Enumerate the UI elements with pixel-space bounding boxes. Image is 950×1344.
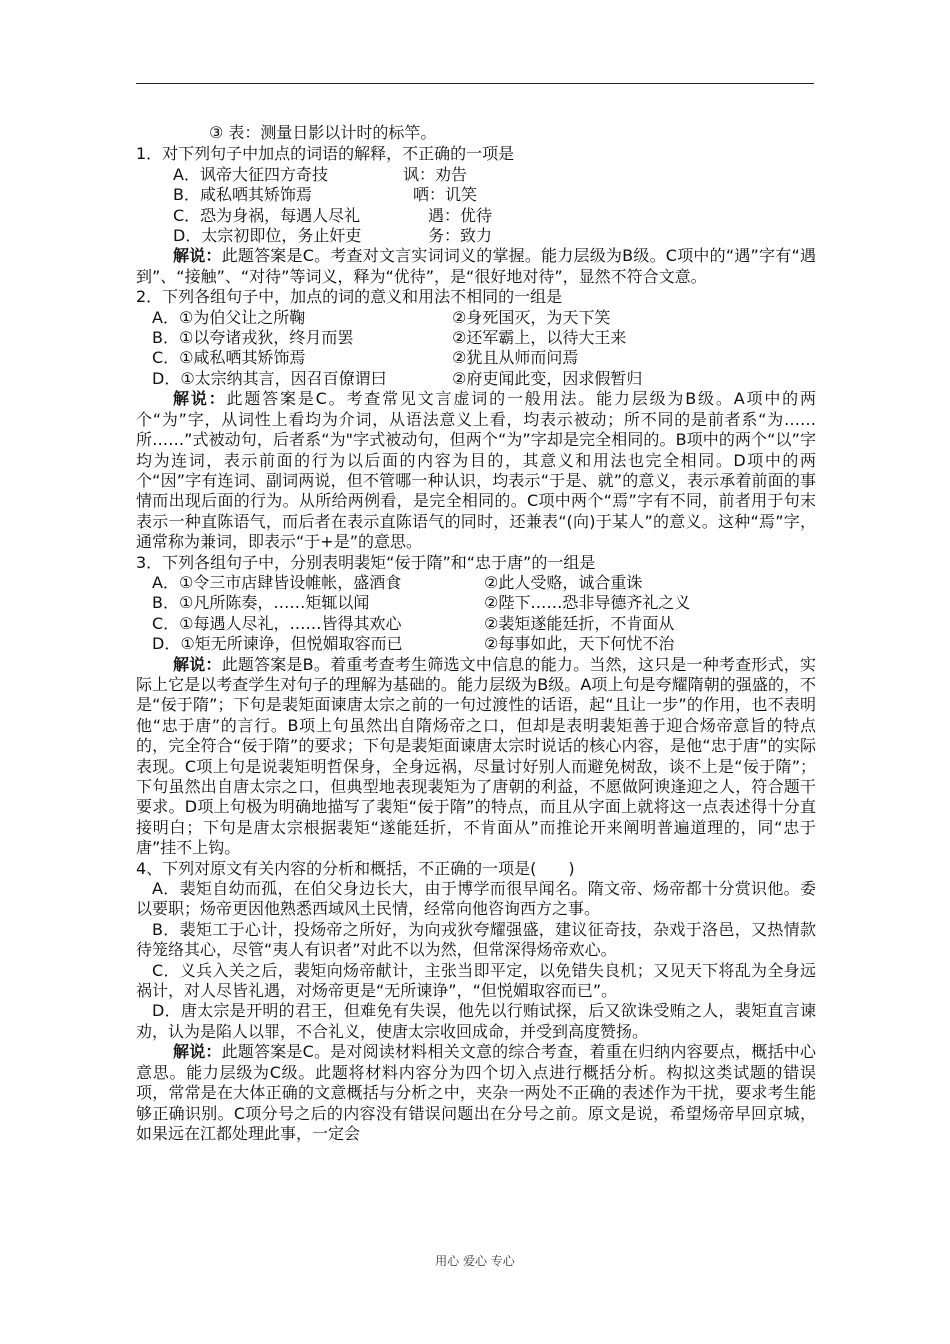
q1-option-c: C．恐为身祸，每遇人尽礼 遇：优待 <box>173 205 493 225</box>
document-body <box>136 123 816 1144</box>
q2-option-d: D．①太宗纳其言，因召百僚谓曰 ②府吏闻此变，因求假暂归 <box>152 368 643 388</box>
q1-option-d: D．太宗初即位，务止奸吏 务：致力 <box>173 226 493 246</box>
q3-analysis: 解说：此题答案是B。着重考查考生筛选文中信息的能力。当然，这只是一种考查形式，实际上它是以考查学生对句子的理解为基础的。能力层级为B级。A项上句是夸耀隋朝的强盛的，不是“佞于隋”；下句是裴矩面谏唐太宗之前的一句过渡性的话语，起“且让一步”的作用，也不表明他“忠于唐”的言行。B项上句虽然出自隋炀帝之口，但却是表明裴矩善于迎合炀帝意旨的特点的，完全符合“佞于隋”的要求；下句是裴矩面谏唐太宗时说话的核心内容，是他“忠于唐”的实际表现。C项上句是说裴矩明哲保身，全身远祸，尽量讨好别人而避免树敌，谈不上是“佞于隋”；下句虽然出自唐太宗之口，但典型地表现裴矩为了唐朝的利益，不愿做阿谀逢迎之人，符合题干要求。D项上句极为明确地描写了裴矩“佞于隋”的特点，而且从字面上就将这一点表述得十分直接明白；下句是唐太宗根据裴矩“遂能廷折，不肯面从”而推论开来阐明普遍道理的，同“忠于唐”挂不上钩。 <box>136 654 816 858</box>
page-footer: 用心 爱心 专心 <box>435 1254 515 1268</box>
header-rule <box>136 83 814 84</box>
q2-option-a: A．①为伯父让之所鞠 ②身死国灭，为天下笑 <box>152 307 611 327</box>
q1-option-b: B．咸私哂其矫饰焉 哂：讥笑 <box>173 185 478 205</box>
q1-option-a: A．讽帝大征四方奇技 讽：劝告 <box>173 164 468 184</box>
q3-option-d: D．①矩无所谏诤，但悦媚取容而已 ②每事如此，天下何忧不治 <box>152 634 675 654</box>
q1-analysis: 解说：此题答案是C。考查对文言实词词义的掌握。能力层级为B级。C项中的“遇”字有“遇到”、“接触”、“对待”等词义，释为“优待”，是“很好地对待”，显然不符合文意。 <box>136 246 816 286</box>
q2-stem: 2．下列各组句子中，加点的词的意义和用法不相同的一组是 <box>136 287 563 307</box>
q4-option-d: D．唐太宗是开明的君王，但难免有失误，他先以行贿试探，后又欲诛受贿之人，裴矩直言谏劝，认为是陷人以罪，不合礼义，使唐太宗收回成命，并受到高度赞扬。 <box>136 1001 816 1041</box>
q2-option-c: C．①咸私哂其矫饰焉 ②犹且从师而问焉 <box>152 348 579 368</box>
q3-stem: 3．下列各组句子中，分别表明裴矩“佞于隋”和“忠于唐”的一组是 <box>136 552 596 572</box>
q2-analysis: 解说：此题答案是C。考查常见文言虚词的一般用法。能力层级为B级。A项中的两个“为”字，从词性上看均为介词，从语法意义上看，均表示被动；所不同的是前者系“为……所……”式被动句，后者系“为"字式被动句，但两个“为”字却是完全相同的。B项中的两个“以”字均为连词，表示前面的行为以后面的内容为目的，其意义和用法也完全相同。D项中的两个“因”字有连词、副词两说，但不管哪一种认识，均表示“于是、就”的意义，表示承着前面的事情而出现后面的行为。从所给两例看，是完全相同的。C项中两个“焉”字有不同，前者用于句末表示一种直陈语气，而后者在表示直陈语气的同时，还兼表“(向)于某人”的意义。这种“焉”字，通常称为兼词，即表示“于+是”的意思。 <box>136 389 816 552</box>
q4-analysis: 解说：此题答案是C。是对阅读材料相关文意的综合考查，着重在归纳内容要点，概括中心意思。能力层级为C级。此题将材料内容分为四个切入点进行概括分析。构拟这类试题的错误项，常常是在大体正确的文意概括与分析之中，夹杂一两处不正确的表述作为干扰，要求考生能够正确识别。C项分号之后的内容没有错误问题出在分号之前。原文是说，希望炀帝早回京城，如果远在江都处理此事，一定会 <box>136 1042 816 1143</box>
q3-option-b: B．①凡所陈奏，……矩辄以闻 ②陛下……恐非导德齐礼之义 <box>152 593 691 613</box>
note-3: ③ 表：测量日影以计时的标竿。 <box>209 123 437 142</box>
q4-option-b: B．裴矩工于心计，投炀帝之所好，为向戎狄夸耀强盛，建议征奇技，杂戏于洛邑，又热情款待笼络其心，尽管“夷人有识者”对此不以为然，但常深得炀帝欢心。 <box>136 919 816 960</box>
q4-option-a: A．裴矩自幼而孤，在伯父身边长大，由于博学而很早闻名。隋文帝、炀帝都十分赏识他。委以要职；炀帝更因他熟悉西域风土民情，经常向他咨询西方之事。 <box>136 879 816 919</box>
q3-option-a: A．①令三市店肆皆设帷帐，盛酒食 ②此人受赂，诚合重诛 <box>152 572 643 592</box>
q2-option-b: B．①以夸诸戎狄，终月而罢 ②还军霸上，以待大王来 <box>152 328 627 348</box>
q3-option-c: C．①每遇人尽礼，……皆得其欢心 ②裴矩遂能廷折，不肯面从 <box>152 613 675 633</box>
q4-option-c: C．义兵入关之后，裴矩向炀帝献计，主张当即平定，以免错失良机；又见天下将乱为全身远祸计，对人尽皆礼遇，对炀帝更是“无所谏诤”，“但悦媚取容而已”。 <box>136 960 816 1001</box>
q1-stem: 1．对下列句子中加点的词语的解释，不正确的一项是 <box>136 144 515 164</box>
q4-stem: 4、下列对原文有关内容的分析和概括，不正确的一项是( ) <box>136 858 575 878</box>
